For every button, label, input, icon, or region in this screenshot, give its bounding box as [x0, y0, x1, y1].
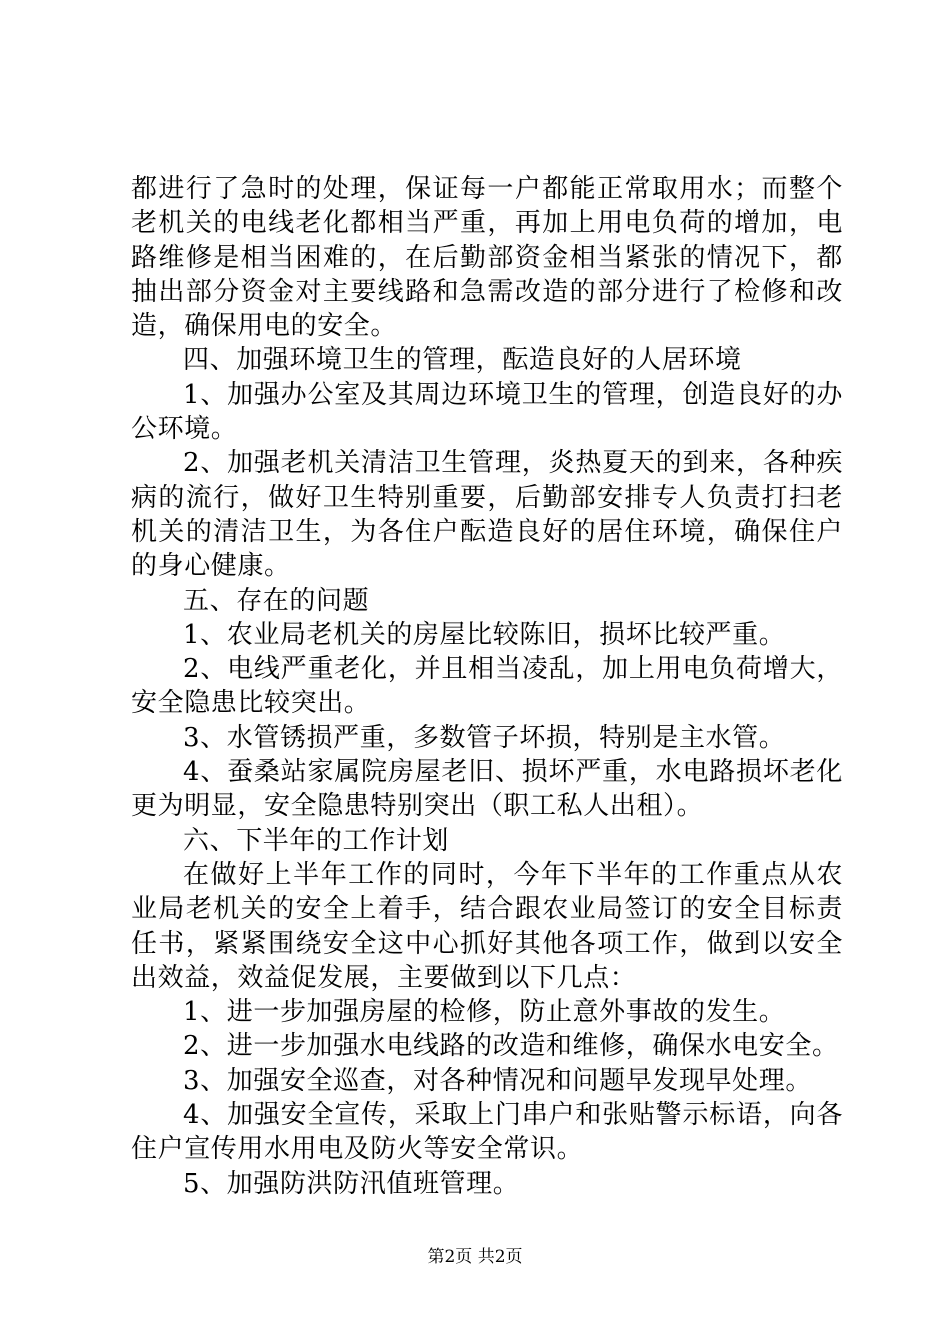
paragraph-9: 4、蚕桑站家属院房屋老旧、损坏严重，水电路损坏老化更为明显，安全隐患特别突出（职工私人出租）。 — [131, 757, 843, 822]
paragraph-3: 1、加强办公室及其周边环境卫生的管理，创造良好的办公环境。 — [131, 379, 843, 445]
paragraph-11: 在做好上半年工作的同时，今年下半年的工作重点从农业局老机关的安全上着手，结合跟农业局签订的安全目标责任书，紧紧围绕安全这中心抓好其他各项工作，做到以安全出效益，效益促发展，主要做到以下几点： — [131, 859, 843, 993]
page-footer: 第2页 共2页 — [427, 1247, 523, 1267]
paragraph-14: 3、加强安全巡查，对各种情况和问题早发现早处理。 — [183, 1065, 812, 1096]
paragraph-1: 都进行了急时的处理，保证每一户都能正常取用水；而整个老机关的电线老化都相当严重，再加上用电负荷的增加，电路维修是相当困难的，在后勤部资金相当紧张的情况下，都抽出部分资金对主要线路和急需改造的部分进行了检修和改造，确保用电的安全。 — [131, 174, 843, 342]
section-heading-plan: 六、下半年的工作计划 — [183, 825, 450, 856]
paragraph-8: 3、水管锈损严重，多数管子坏损，特别是主水管。 — [183, 722, 786, 753]
paragraph-4: 2、加强老机关清洁卫生管理，炎热夏天的到来，各种疾病的流行，做好卫生特别重要，后勤部安排专人负责打扫老机关的清洁卫生，为各住户酝造良好的居住环境，确保住户的身心健康。 — [131, 448, 843, 582]
section-heading-problems: 五、存在的问题 — [183, 585, 370, 616]
paragraph-15: 4、加强安全宣传，采取上门串户和张贴警示标语，向各住户宣传用水用电及防火等安全常识。 — [131, 1100, 843, 1165]
document-body — [131, 172, 843, 1201]
paragraph-16: 5、加强防洪防汛值班管理。 — [183, 1168, 520, 1199]
paragraph-6: 1、农业局老机关的房屋比较陈旧，损坏比较严重。 — [183, 619, 786, 650]
paragraph-13: 2、进一步加强水电线路的改造和维修，确保水电安全。 — [183, 1031, 839, 1062]
paragraph-12: 1、进一步加强房屋的检修，防止意外事故的发生。 — [183, 997, 786, 1028]
section-heading-environment: 四、加强环境卫生的管理，酝造良好的人居环境 — [183, 345, 742, 376]
paragraph-7: 2、电线严重老化，并且相当凌乱，加上用电负荷增大，安全隐患比较突出。 — [131, 654, 843, 719]
